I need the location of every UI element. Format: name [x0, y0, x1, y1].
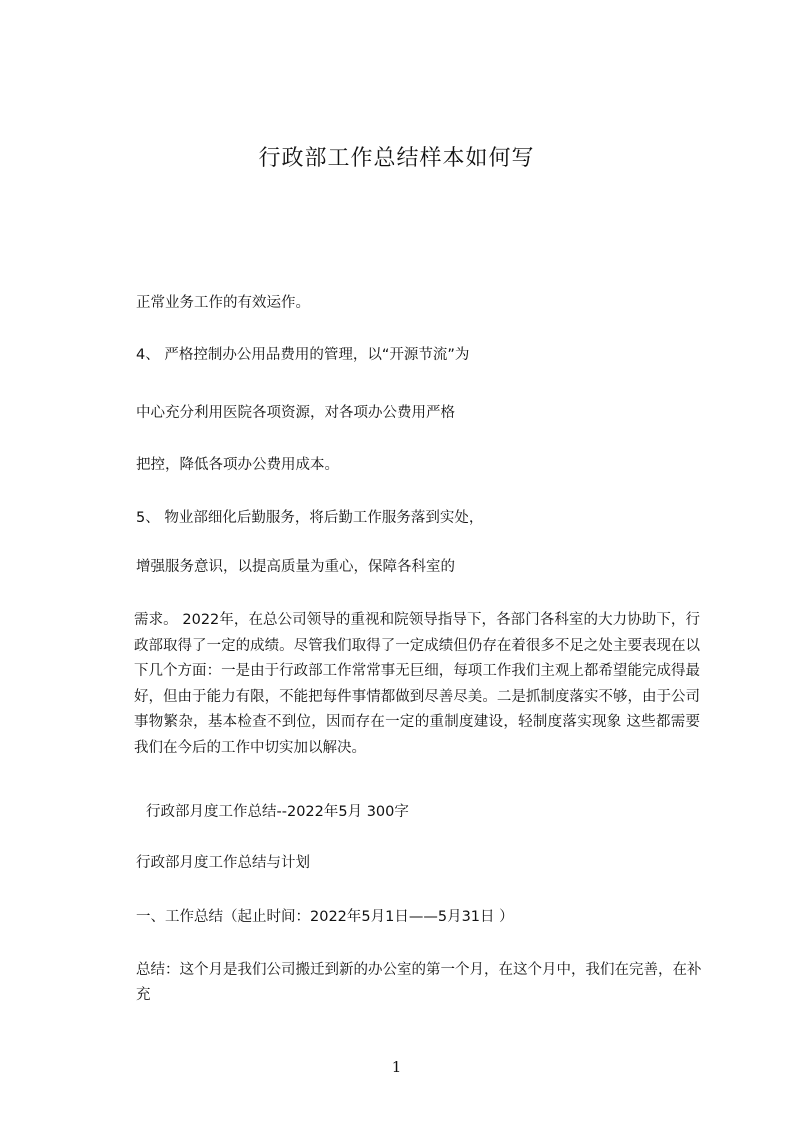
- body-paragraph: 需求。 2022年，在总公司领导的重视和院领导指导下，各部门各科室的大力协助下，行政部取得了一定的成绩。尽管我们取得了一定成绩但仍存在着很多不足之处主要表现在以下几个方面：一是由于行政部工作常常事无巨细，每项工作我们主观上都希望能完成得最好，但由于能力有限，不能把每件事情都做到尽善尽美。二是抓制度落实不够，由于公司事物繁杂，基本检查不到位，因而存在一定的重制度建设，轻制度落实现象 这些都需要我们在今后的工作中切实加以解决。: [134, 612, 700, 756]
- text-line-6: 增强服务意识，以提高质量为重心，保障各科室的: [136, 559, 455, 575]
- page-number: 1: [391, 1058, 402, 1076]
- section-heading: 一、工作总结（起止时间：2022年5月1日——5月31日 ）: [136, 909, 514, 925]
- summary-text: 总结：这个月是我们公司搬迁到新的办公室的第一个月，在这个月中，我们在完善，在补充: [136, 962, 702, 1003]
- plan-title: 行政部月度工作总结与计划: [136, 855, 310, 871]
- text-line-1: 正常业务工作的有效运作。: [136, 295, 310, 311]
- text-line-5: 5、 物业部细化后勤服务，将后勤工作服务落到实处，: [136, 510, 484, 526]
- document-title: 行政部工作总结样本如何写: [258, 146, 535, 171]
- text-line-3: 中心充分利用医院各项资源，对各项办公费用严格: [136, 405, 455, 421]
- text-line-4: 把控，降低各项办公费用成本。: [136, 457, 339, 473]
- report-title: 行政部月度工作总结--2022年5月 300字: [146, 804, 409, 820]
- text-line-2: 4、 严格控制办公用品费用的管理，以“开源节流”为: [136, 347, 470, 363]
